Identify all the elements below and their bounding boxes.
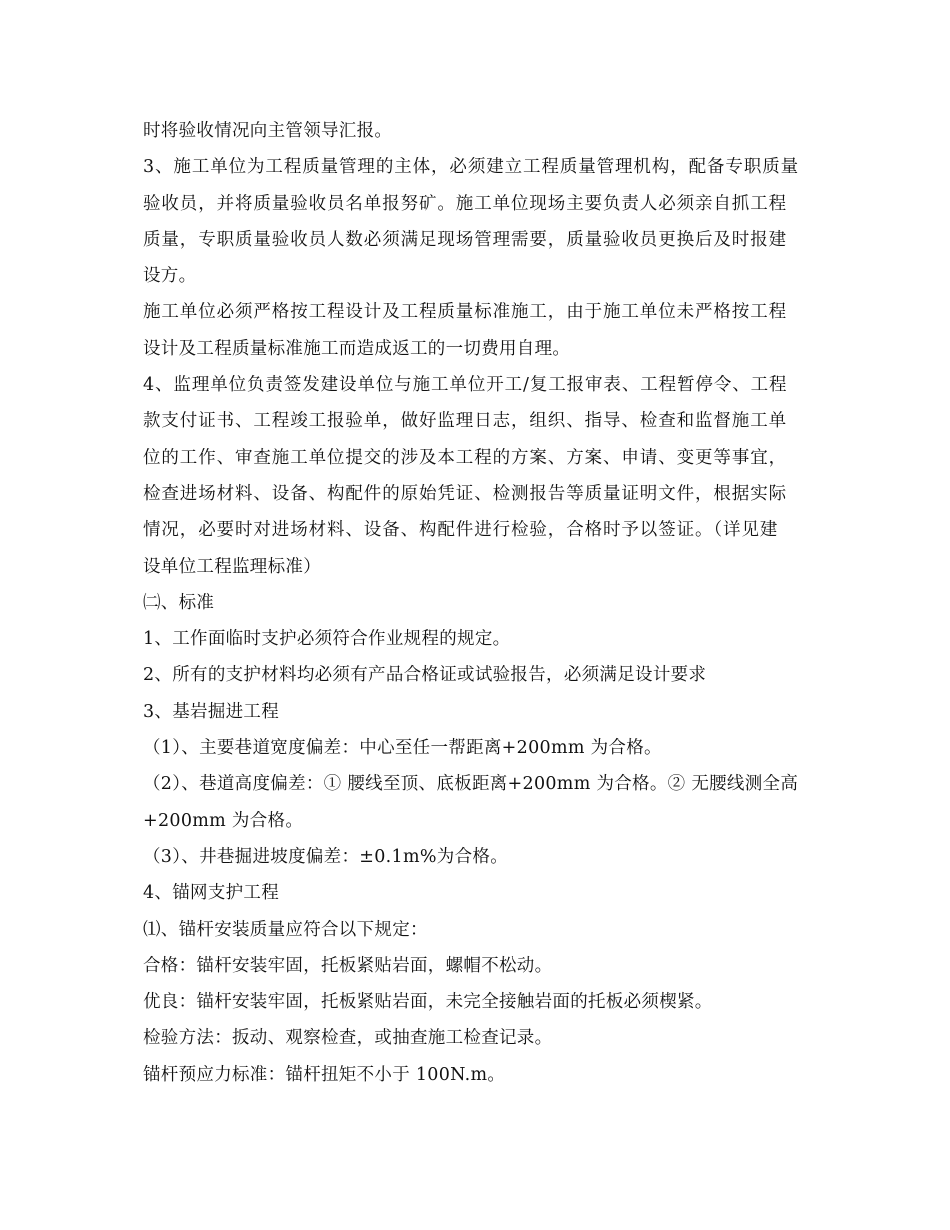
paragraph-line: 3、施工单位为工程质量管理的主体，必须建立工程质量管理机构，配备专职质量 — [143, 157, 800, 178]
paragraph-line: 位的工作、审查施工单位提交的涉及本工程的方案、方案、申请、变更等事宜， — [143, 447, 787, 468]
paragraph-line: （3）、井巷掘进坡度偏差：±0.1m%为合格。 — [143, 846, 508, 867]
paragraph-line: 设单位工程监理标准） — [143, 556, 321, 577]
paragraph-line: 施工单位必须严格按工程设计及工程质量标准施工，由于施工单位未严格按工程 — [143, 302, 787, 323]
paragraph-line: 合格：锚杆安装牢固，托板紧贴岩面，螺帽不松动。 — [143, 955, 553, 976]
paragraph-line: 锚杆预应力标准：锚杆扭矩不小于 100N.m。 — [143, 1064, 506, 1085]
paragraph-line: 款支付证书、工程竣工报验单，做好监理日志，组织、指导、检查和监督施工单 — [143, 411, 787, 432]
subsection-heading: 3、基岩掘进工程 — [143, 701, 280, 722]
paragraph-line: （1）、主要巷道宽度偏差：中心至任一帮距离+200mm 为合格。 — [143, 738, 662, 759]
paragraph-line: 检验方法：扳动、观察检查，或抽查施工检查记录。 — [143, 1028, 553, 1049]
subsection-heading: 4、锚网支护工程 — [143, 883, 280, 904]
paragraph-line: 4、监理单位负责签发建设单位与施工单位开工/复工报审表、工程暂停令、工程 — [143, 375, 788, 396]
paragraph-line: （2）、巷道高度偏差：① 腰线至顶、底板距离+200mm 为合格。② 无腰线测全高 — [143, 774, 799, 795]
paragraph-line: 1、工作面临时支护必须符合作业规程的规定。 — [143, 629, 511, 650]
paragraph-line: 时将验收情况向主管领导汇报。 — [143, 121, 393, 141]
paragraph-line: ⑴、锚杆安装质量应符合以下规定： — [143, 919, 428, 940]
paragraph-line: 2、所有的支护材料均必须有产品合格证或试验报告，必须满足设计要求 — [143, 665, 707, 686]
paragraph-line: 优良：锚杆安装牢固，托板紧贴岩面，未完全接触岩面的托板必须楔紧。 — [143, 992, 713, 1013]
paragraph-line: 情况，必要时对进场材料、设备、构配件进行检验，合格时予以签证。（详见建 — [143, 520, 779, 541]
paragraph-line: 检查进场材料、设备、构配件的原始凭证、检测报告等质量证明文件，根据实际 — [143, 483, 787, 504]
document-body — [143, 113, 808, 1093]
paragraph-line: 设方。 — [143, 266, 197, 287]
section-heading: ㈡、标准 — [143, 592, 215, 613]
paragraph-line: 验收员，并将质量验收员名单报努矿。施工单位现场主要负责人必须亲自抓工程 — [143, 193, 787, 214]
paragraph-line: +200mm 为合格。 — [143, 810, 304, 831]
paragraph-line: 质量，专职质量验收员人数必须满足现场管理需要，质量验收员更换后及时报建 — [143, 229, 787, 250]
paragraph-line: 设计及工程质量标准施工而造成返工的一切费用自理。 — [143, 338, 571, 359]
